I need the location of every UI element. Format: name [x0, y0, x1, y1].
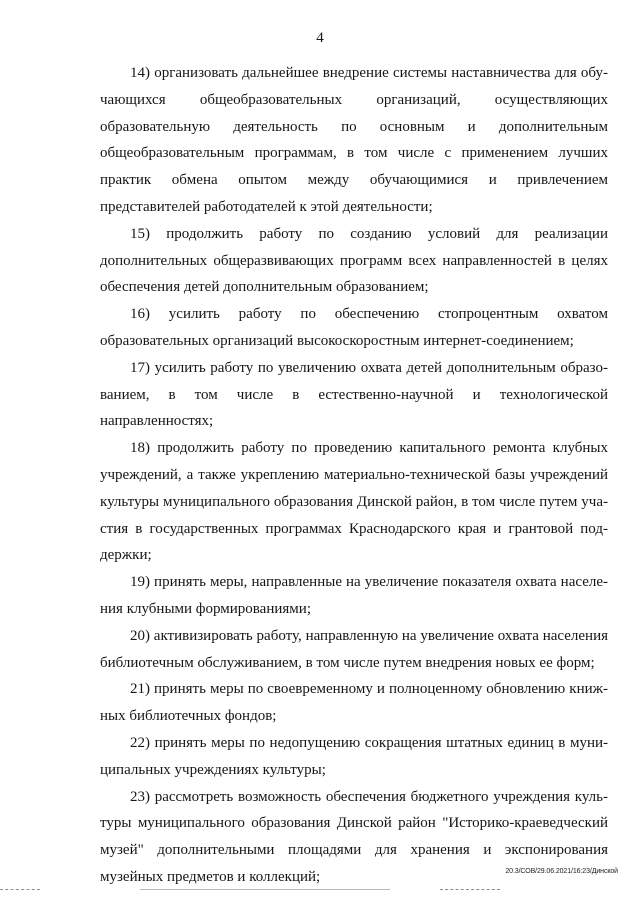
paragraph-item-16: 16) усилить работу по обеспечению стопроцентным охватом образовательных организаций высокоскоростным интернет-соединением;	[100, 306, 608, 349]
document-body	[100, 60, 608, 891]
scan-artifact-line	[140, 889, 390, 890]
paragraph-item-22: 22) принять меры по недопущению сокращения штатных единиц в муниципальных учреждениях культуры;	[100, 734, 608, 778]
paragraph-item-15: 15) продолжить работу по созданию условий для реализации дополнительных общеразвивающих программ всех направленностей в целях обеспечения детей дополнительным образованием;	[100, 225, 608, 296]
paragraph-item-14: 14) организовать дальнейшее внедрение системы наставничества для обучающихся общеобразовательных организаций, осуществляющих образовательную деятельность по основным и дополнительным общеобразовательным программам, в том числе с применением лучших практик обмена опытом между обучающимися и привлечением представителей работодателей к этой деятельности;	[100, 65, 608, 215]
scan-artifact-line	[440, 889, 500, 890]
document-stamp: 20.3/СОВ/29.06.2021/16:23/Динской	[505, 868, 618, 875]
paragraph-item-19: 19) принять меры, направленные на увеличение показателя охвата населения клубными формированиями;	[100, 574, 608, 617]
paragraph-item-17: 17) усилить работу по увеличению охвата детей дополнительным образованием, в том числе в естественно-научной и технологической направленностях;	[100, 359, 608, 430]
paragraph-item-18: 18) продолжить работу по проведению капитального ремонта клубных учреждений, а также укреплению материально-технической базы учреждений культуры муниципального образования Динской район, в том числе путем участия в государственных программах Краснодарского края и грантовой поддержки;	[100, 440, 608, 564]
paragraph-item-21: 21) принять меры по своевременному и полноценному обновлению книжных библиотечных фондов;	[100, 681, 608, 725]
paragraph-item-23: 23) рассмотреть возможность обеспечения бюджетного учреждения культуры муниципального образования Динской район "Историко-краеведческий музей" дополнительными площадями для хранения и экспонирования музейных предметов и коллекций;	[100, 788, 608, 885]
paragraph-item-20: 20) активизировать работу, направленную на увеличение охвата населения библиотечным обслуживанием, в том числе путем внедрения новых ее форм;	[100, 627, 608, 671]
scan-artifact-line	[0, 889, 40, 890]
page-number: 4	[316, 30, 324, 46]
